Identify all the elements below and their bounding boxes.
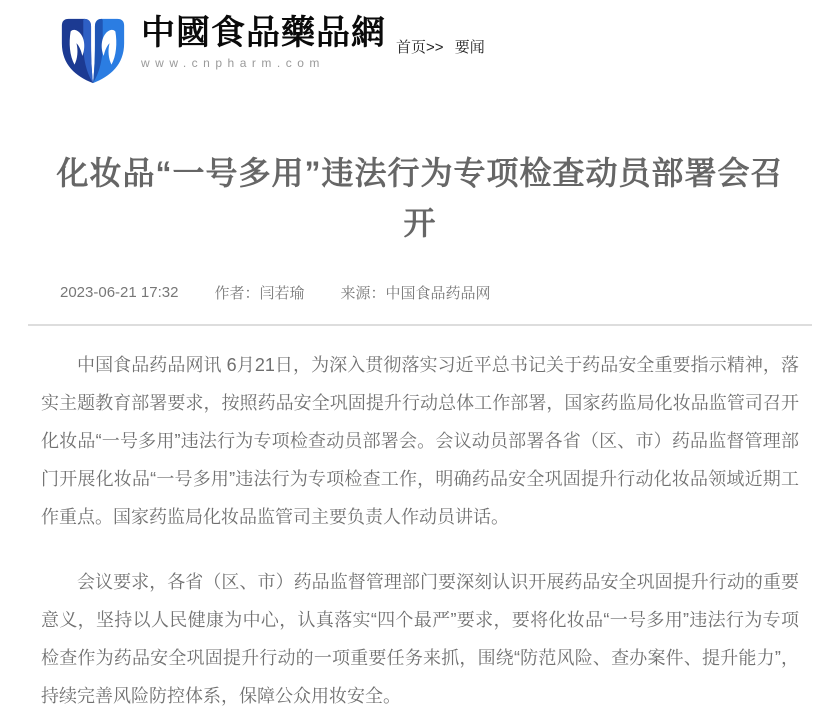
site-header xyxy=(0,0,840,96)
publish-datetime: 2023-06-21 17:32 xyxy=(60,284,179,301)
breadcrumb-home-link[interactable]: 首页 xyxy=(396,39,427,56)
logo-text-block xyxy=(141,14,386,70)
source-field xyxy=(340,282,490,303)
article-title: 化妆品“一号多用”违法行为专项检查动员部署会召开 xyxy=(56,155,784,241)
breadcrumb-section-link[interactable]: 要闻 xyxy=(454,39,485,56)
article-paragraph-1: 中国食品药品网讯 6月21日，为深入贯彻落实习近平总书记关于药品安全重要指示精神，落实主题教育部署要求，按照药品安全巩固提升行动总体工作部署，国家药监局化妆品监管司召开化妆品“一号多用”违法行为专项检查动员部署会。会议动员部署各省（区、市）药品监督管理部门开展化妆品“一号多用”违法行为专项检查工作，明确药品安全巩固提升行动化妆品领域近期工作重点。国家药监局化妆品监管司主要负责人作动员讲话。 xyxy=(41,355,799,527)
breadcrumb xyxy=(396,36,485,57)
site-logo-icon xyxy=(55,14,131,86)
article-container xyxy=(0,148,840,715)
author-label: 作者： xyxy=(214,285,260,302)
article-meta xyxy=(60,282,840,303)
article-body xyxy=(41,346,799,715)
article-paragraph-2: 会议要求，各省（区、市）药品监督管理部门要深刻认识开展药品安全巩固提升行动的重要意义，坚持以人民健康为中心，认真落实“四个最严”要求，要将化妆品“一号多用”违法行为专项检查作为药品安全巩固提升行动的一项重要任务来抓，围绕“防范风险、查办案件、提升能力”，持续完善风险防控体系，保障公众用妆安全。 xyxy=(41,572,799,706)
meta-divider xyxy=(28,324,812,326)
source-label: 来源： xyxy=(340,285,386,302)
author-name: 闫若瑜 xyxy=(259,285,305,302)
author-field xyxy=(214,282,304,303)
site-name[interactable]: 中國食品藥品網 xyxy=(141,15,386,52)
breadcrumb-separator: >> xyxy=(426,39,444,56)
source-name: 中国食品药品网 xyxy=(385,285,491,302)
site-logo[interactable] xyxy=(55,14,386,86)
site-url: www.cnpharm.com xyxy=(141,56,325,70)
